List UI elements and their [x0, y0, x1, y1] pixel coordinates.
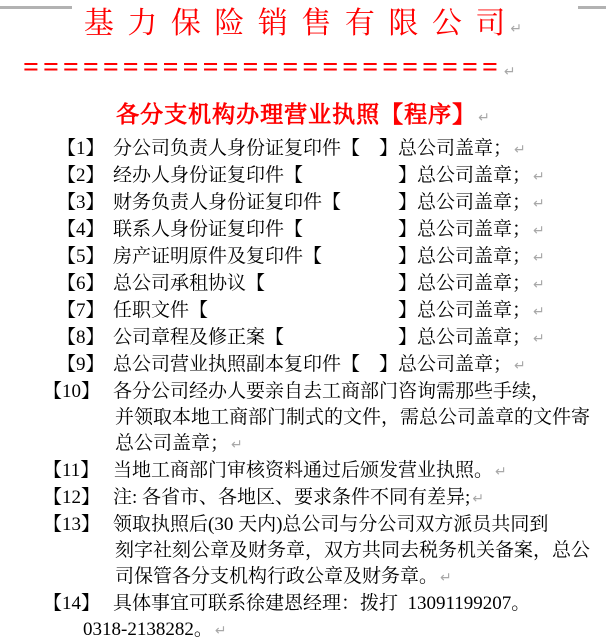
paragraph-mark-icon: ↵	[478, 110, 490, 126]
item-text: 司保管各分支机构行政公章及财务章。	[115, 566, 439, 587]
paragraph-mark-icon: ↵	[533, 331, 545, 347]
list-item-continuation	[0, 564, 606, 591]
paragraph-mark-icon: ↵	[440, 570, 452, 586]
item-number: 【4】	[57, 219, 105, 240]
procedure-list	[0, 136, 606, 644]
paragraph-mark-icon: ↵	[503, 64, 516, 80]
paragraph-mark-icon: ↵	[533, 250, 545, 266]
item-text: 分公司负责人身份证复印件【 】总公司盖章；	[113, 138, 513, 159]
item-text: 经办人身份证复印件【 】总公司盖章；	[113, 165, 532, 186]
item-text: 公司章程及修正案【 】总公司盖章；	[113, 327, 532, 348]
item-number: 【5】	[57, 246, 105, 267]
paragraph-mark-icon: ↵	[533, 304, 545, 320]
item-text: 当地工商部门审核资料通过后颁发营业执照。	[113, 460, 494, 481]
list-item	[0, 512, 606, 538]
list-item	[0, 244, 606, 271]
item-number: 【12】	[43, 487, 101, 508]
paragraph-mark-icon: ↵	[214, 623, 227, 639]
list-item-continuation	[0, 538, 606, 564]
document-page	[0, 6, 606, 640]
paragraph-mark-icon: ↵	[533, 223, 545, 239]
paragraph-mark-icon: ↵	[533, 196, 545, 212]
list-item	[0, 217, 606, 244]
paragraph-mark-icon: ↵	[533, 169, 545, 185]
item-text: 各分公司经办人要亲自去工商部门咨询需那些手续，	[113, 381, 551, 402]
item-number: 【1】	[57, 138, 105, 159]
list-item	[0, 485, 606, 512]
company-title	[0, 6, 606, 47]
item-text: 总公司营业执照副本复印件【 】总公司盖章；	[113, 354, 513, 375]
list-item	[0, 271, 606, 298]
list-item	[0, 352, 606, 379]
paragraph-mark-icon: ↵	[514, 142, 526, 158]
separator-glyphs: ========================	[23, 52, 502, 83]
item-number: 【2】	[57, 165, 105, 186]
paragraph-mark-icon: ↵	[495, 464, 507, 480]
item-text: 总公司承租协议【 】总公司盖章；	[113, 273, 532, 294]
page-edge-mark-left	[0, 6, 72, 9]
item-number: 【7】	[57, 300, 105, 321]
list-item-continuation	[0, 431, 606, 458]
item-number: 【3】	[57, 192, 105, 213]
paragraph-mark-icon: ↵	[472, 491, 485, 507]
list-item	[0, 458, 606, 485]
item-text: 并领取本地工商部门制式的文件，需总公司盖章的文件寄	[115, 407, 591, 428]
item-text: 任职文件【 】总公司盖章；	[113, 300, 532, 321]
list-item	[0, 190, 606, 217]
company-title-text: 基 力 保 险 销 售 有 限 公 司	[83, 7, 509, 40]
item-number: 【13】	[43, 514, 101, 535]
paragraph-mark-icon: ↵	[514, 358, 526, 374]
double-line-separator	[0, 52, 606, 85]
item-text: 房产证明原件及复印件【 】总公司盖章；	[113, 246, 532, 267]
item-number: 【11】	[43, 460, 100, 481]
list-item-continuation	[0, 617, 606, 644]
item-text: 联系人身份证复印件【 】总公司盖章；	[113, 219, 532, 240]
list-item	[0, 325, 606, 352]
item-text: 领取执照后(30 天内)总公司与分公司双方派员共同到	[113, 514, 549, 535]
item-text: 0318-2138282。	[83, 619, 213, 640]
item-number: 【8】	[57, 327, 105, 348]
item-number: 【9】	[57, 354, 105, 375]
item-text: 注: 各省市、各地区、要求条件不同有差异;	[113, 487, 471, 508]
list-item-continuation	[0, 405, 606, 431]
item-number: 【10】	[43, 381, 101, 402]
item-number: 【14】	[43, 593, 101, 614]
section-title	[0, 99, 606, 134]
page-edge-mark-right	[578, 6, 606, 9]
paragraph-mark-icon: ↵	[510, 21, 523, 37]
list-item	[0, 298, 606, 325]
list-item	[0, 379, 606, 405]
paragraph-mark-icon: ↵	[533, 277, 545, 293]
list-item	[0, 136, 606, 163]
item-text: 财务负责人身份证复印件【 】总公司盖章；	[113, 192, 532, 213]
item-text: 总公司盖章；	[115, 433, 230, 454]
list-item	[0, 591, 606, 617]
paragraph-mark-icon: ↵	[231, 437, 243, 453]
section-title-text: 各分支机构办理营业执照【程序】	[116, 102, 477, 127]
item-text: 刻字社刻公章及财务章，双方共同去税务机关备案，总公	[115, 540, 591, 561]
list-item	[0, 163, 606, 190]
item-text: 具体事宜可联系徐建恩经理：拨打 13091199207。	[113, 593, 531, 614]
item-number: 【6】	[57, 273, 105, 294]
